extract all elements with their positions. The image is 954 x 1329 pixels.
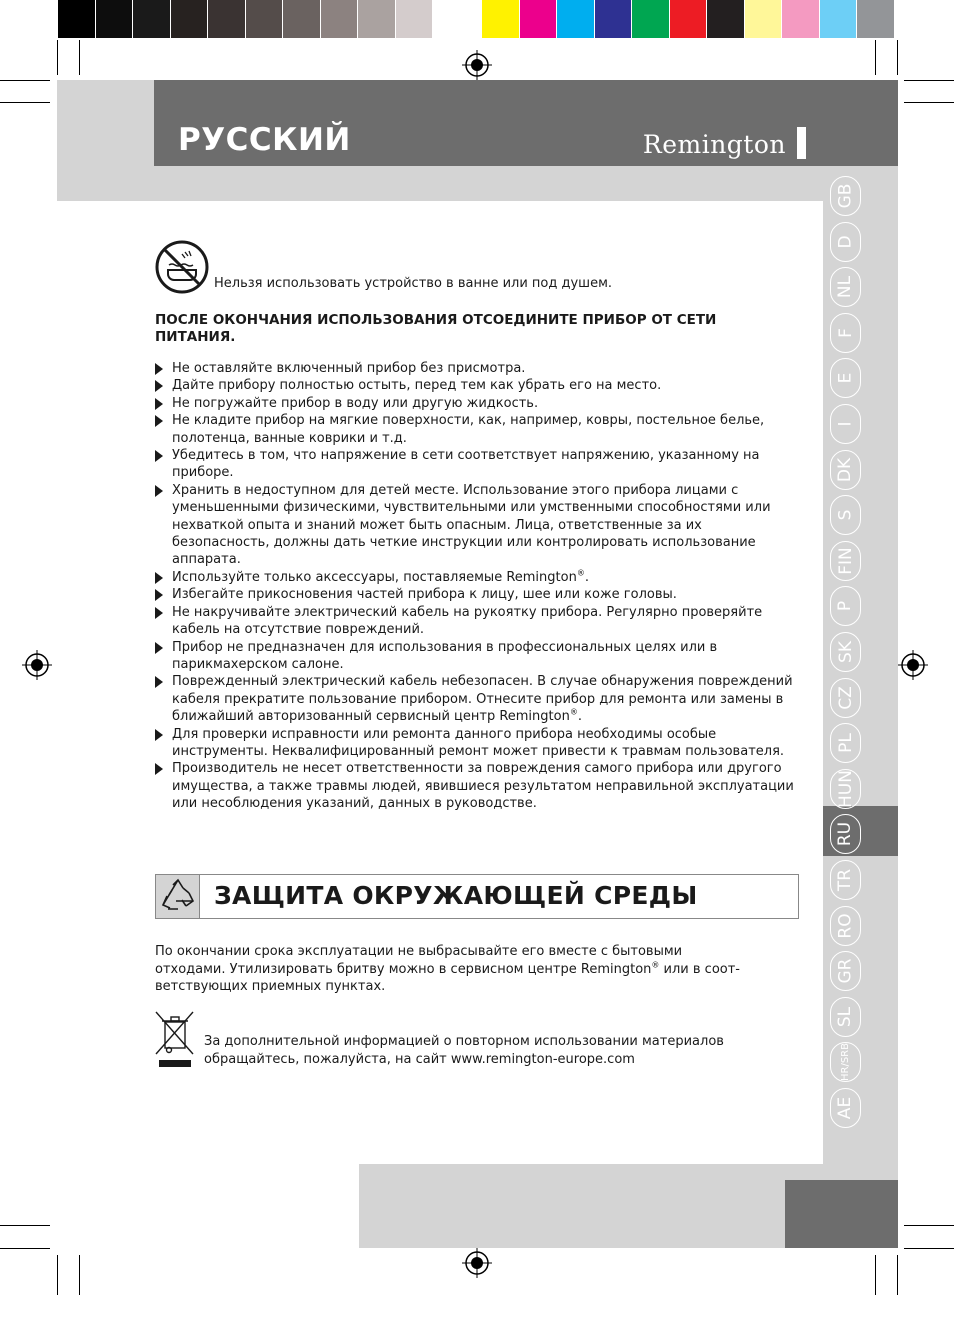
list-item: Не погружайте прибор в воду или другую жидкость.: [155, 395, 800, 412]
language-tabs: [823, 166, 898, 1164]
crop-mark: [57, 40, 58, 75]
list-item: Убедитесь в том, что напряжение в сети соответствует напряжению, указанному на приборе.: [155, 447, 800, 482]
language-tab-label: RU: [835, 822, 856, 847]
no-bath-shower-icon: [155, 240, 209, 294]
list-item: Избегайте прикосновения частей прибора к лицу, шее или коже головы.: [155, 586, 800, 603]
language-tab-label: E: [835, 373, 856, 384]
language-tab-d[interactable]: [830, 222, 861, 262]
crop-mark: [875, 1255, 876, 1295]
language-tab-p[interactable]: [830, 586, 861, 626]
crop-mark: [79, 1255, 80, 1295]
brand-bar: [797, 127, 806, 159]
color-swatch: [396, 0, 434, 38]
environment-section-header: [155, 874, 799, 919]
environment-text: По окончании срока эксплуатации не выбрасывайте его вместе с бытовыми отходами. Утилизировать бритву можно в сервисном центре Remington® или в соот- ветствующих приемных пунктах.: [155, 944, 740, 995]
crop-mark: [904, 1248, 954, 1249]
color-swatch: [745, 0, 783, 38]
color-swatch: [520, 0, 558, 38]
language-tab-s[interactable]: [830, 495, 861, 535]
list-item: Не накручивайте электрический кабель на рукоятку прибора. Регулярно проверяйте кабель на отсутствие повреждений.: [155, 604, 800, 639]
list-item: Прибор не предназначен для использования в профессиональных целях или в парикмахерском салоне.: [155, 639, 800, 674]
language-tab-label: DK: [835, 457, 856, 482]
crop-mark: [897, 40, 898, 75]
color-swatch: [707, 0, 745, 38]
language-tab-hr-srb[interactable]: [830, 1042, 861, 1082]
recycle-icon-box: [156, 875, 200, 918]
language-tab-label: NL: [835, 276, 856, 299]
language-tab-label: RO: [835, 912, 856, 939]
color-bar-right: [482, 0, 895, 38]
language-tab-sk[interactable]: [830, 632, 861, 672]
language-tab-label: FIN: [835, 547, 856, 575]
language-tab-ae[interactable]: [830, 1088, 861, 1128]
color-swatch: [433, 0, 471, 38]
color-swatch: [96, 0, 134, 38]
crop-mark: [904, 80, 954, 81]
bath-warning-text: Нельзя использовать устройство в ванне или под душем.: [214, 276, 613, 291]
language-tab-label: HUN: [835, 769, 856, 808]
registered-mark: ®: [576, 568, 585, 578]
color-swatch: [321, 0, 359, 38]
color-swatch: [208, 0, 246, 38]
language-tab-gr[interactable]: [830, 951, 861, 991]
color-swatch: [482, 0, 520, 38]
language-tab-hun[interactable]: [830, 769, 861, 809]
color-swatch: [557, 0, 595, 38]
color-swatch: [133, 0, 171, 38]
language-tab-f[interactable]: [830, 313, 861, 353]
safety-list: [155, 360, 800, 813]
header-band: [154, 80, 898, 166]
language-tab-ru[interactable]: [830, 814, 861, 854]
content-area: [155, 240, 800, 813]
environment-title: ЗАЩИТА ОКРУЖАЮЩЕЙ СРЕДЫ: [214, 881, 698, 910]
language-tab-label: GB: [835, 183, 856, 209]
language-tab-tr[interactable]: [830, 860, 861, 900]
language-tab-label: TR: [835, 868, 856, 892]
registration-mark-icon: [22, 650, 52, 680]
unplug-heading: ПОСЛЕ ОКОНЧАНИЯ ИСПОЛЬЗОВАНИЯ ОТСОЕДИНИТЕ ПРИБОР ОТ СЕТИ ПИТАНИЯ.: [155, 312, 717, 345]
language-tab-label: F: [835, 327, 856, 338]
list-item: Дайте прибору полностью остыть, перед тем как убрать его на место.: [155, 377, 800, 394]
language-tab-nl[interactable]: [830, 267, 861, 307]
language-tab-cz[interactable]: [830, 678, 861, 718]
language-tab-e[interactable]: [830, 358, 861, 398]
color-swatch: [782, 0, 820, 38]
registration-mark-icon: [898, 650, 928, 680]
color-swatch: [820, 0, 858, 38]
crop-mark: [0, 102, 50, 103]
crop-mark: [79, 40, 80, 75]
crop-mark: [904, 1225, 954, 1226]
language-tab-fin[interactable]: [830, 541, 861, 581]
language-tab-label: I: [835, 421, 856, 427]
crop-mark: [57, 1255, 58, 1295]
bath-warning: [155, 240, 800, 298]
language-tab-pl[interactable]: [830, 723, 861, 763]
color-bar-left: [58, 0, 471, 38]
color-swatch: [358, 0, 396, 38]
language-tab-gb[interactable]: [830, 176, 861, 216]
crop-mark: [0, 80, 50, 81]
registration-mark-icon: [462, 50, 492, 80]
language-tab-label: HR/SRB: [839, 1043, 851, 1082]
color-swatch: [283, 0, 321, 38]
list-item: Производитель не несет ответственности за повреждения самого прибора или другого имущества, а также травмы людей, явившиеся результатом неправильной эксплуатации или несоблюдения указаний, данных в руководстве.: [155, 760, 800, 812]
registration-mark-icon: [462, 1248, 492, 1278]
recycle-icon: [156, 875, 200, 918]
language-tab-label: S: [835, 509, 856, 521]
color-swatch: [857, 0, 895, 38]
color-swatch: [58, 0, 96, 38]
color-swatch: [632, 0, 670, 38]
crop-mark: [0, 1225, 50, 1226]
crop-mark: [897, 1255, 898, 1295]
color-swatch: [171, 0, 209, 38]
crop-mark: [904, 102, 954, 103]
page-number-box: [785, 1180, 898, 1248]
list-item: Для проверки исправности или ремонта данного прибора необходимы особые инструменты. Неквалифицированный ремонт может привести к травмам пользователя.: [155, 726, 800, 761]
recycling-info-text: За дополнительной информацией о повторном использовании материалов обращайтесь, пожалуйста, на сайт www.remington-europe.com: [204, 1034, 724, 1067]
frame-gray-strip: [57, 166, 898, 201]
language-tab-label: D: [835, 235, 856, 249]
language-tab-label: AE: [835, 1096, 856, 1120]
language-tab-label: PL: [835, 733, 856, 754]
list-item: Используйте только аксессуары, поставляемые Remington®.: [155, 569, 800, 586]
crop-mark: [0, 1248, 50, 1249]
list-item: Не кладите прибор на мягкие поверхности, как, например, ковры, постельное белье, полотенца, ванные коврики и т.д.: [155, 412, 800, 447]
page-title: РУССКИЙ: [178, 122, 351, 158]
language-tab-label: P: [835, 601, 856, 612]
registered-mark: ®: [569, 707, 578, 717]
language-tab-label: GR: [835, 958, 856, 984]
color-swatch: [246, 0, 284, 38]
list-item: Поврежденный электрический кабель небезопасен. В случае обнаружения повреждений кабеля прекратите пользование прибором. Отнесите прибор для ремонта или замены в ближайший авторизованный сервисный центр Remington®.: [155, 673, 800, 725]
crop-mark: [875, 40, 876, 75]
language-tab-label: CZ: [835, 685, 856, 710]
brand-logo: Remington: [642, 130, 786, 159]
language-tab-i[interactable]: [830, 404, 861, 444]
list-item: Не оставляйте включенный прибор без присмотра.: [155, 360, 800, 377]
color-swatch: [595, 0, 633, 38]
language-tab-ro[interactable]: [830, 906, 861, 946]
language-tab-sl[interactable]: [830, 997, 861, 1037]
color-swatch: [670, 0, 708, 38]
language-tab-label: SK: [835, 641, 856, 663]
language-tab-label: SL: [835, 1006, 856, 1027]
list-item: Хранить в недоступном для детей месте. Использование этого прибора лицами с уменьшенными физическими, чувствительными или умственными способностями или нехваткой опыта и знаний может быть опасным. Лица, ответственные за их безопасность, должны дать четкие инструкции или контролировать использование аппарата.: [155, 482, 800, 569]
registered-mark: ®: [651, 960, 660, 970]
language-tab-dk[interactable]: [830, 450, 861, 490]
crossed-bin-icon: [155, 1010, 195, 1070]
